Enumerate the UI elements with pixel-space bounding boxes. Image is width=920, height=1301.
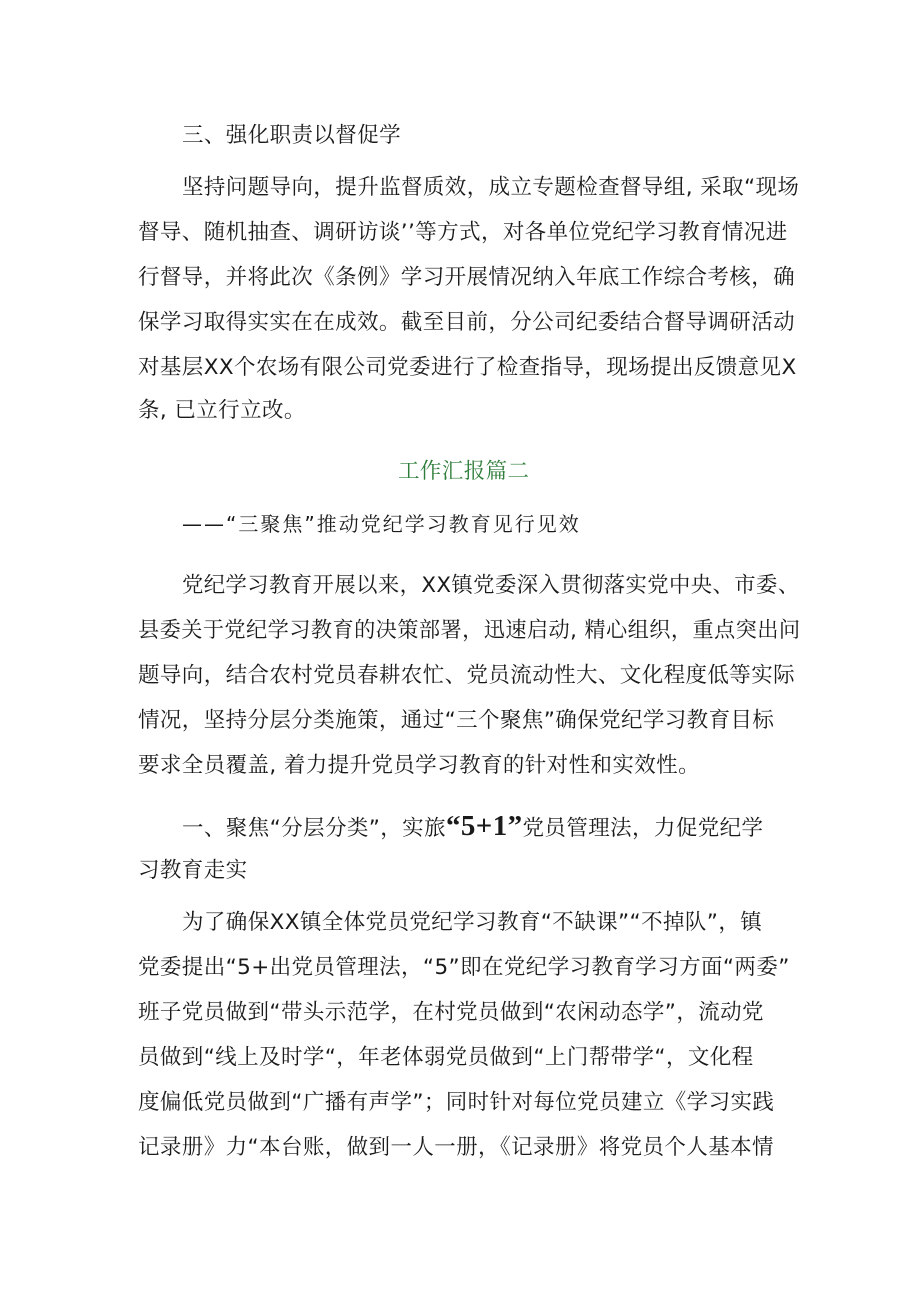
paragraph-line: 对基层XX个农场有限公司党委进行了检查指导，现场提出反馈意见X [138, 355, 797, 380]
point-heading-part: 党员管理法，力促党纪学 [522, 816, 764, 841]
paragraph-line: 度偏低党员做到“广播有声学”；同时针对每位党员建立《学习实践 [138, 1090, 775, 1115]
paragraph-line: 县委关于党纪学习教育的决策部署，迅速启动, 精心组织，重点突出问 [138, 618, 801, 643]
paragraph-line: 坚持问题导向，提升监督质效，成立专题检查督导组, 采取“现场 [182, 175, 800, 200]
paragraph-line: 条, 已立行立改。 [138, 398, 306, 423]
point-heading [182, 812, 763, 843]
paragraph-line: 员做到“线上及时学“，年老体弱党员做到“上门帮带学“，文化程 [138, 1045, 754, 1070]
paragraph-line: 情况，坚持分层分类施策，通过“三个聚焦”确保党纪学习教育目标 [138, 708, 775, 733]
point-heading-continued: 习教育走实 [138, 858, 248, 883]
paragraph-line: 督导、随机抽查、调研访谈’’等方式，对各单位党纪学习教育情况进 [138, 220, 788, 245]
paragraph-line: 班子党员做到“带头示范学，在村党员做到“农闲动态学”，流动党 [138, 1000, 764, 1025]
paragraph-line: 保学习取得实实在在成效。截至目前，分公司纪委结合督导调研活动 [138, 310, 796, 335]
paragraph-line: 行督导，并将此次《条例》学习开展情况纳入年底工作综合考核，确 [138, 265, 796, 290]
point-heading-part: 一、聚焦“分层分类”，实旅 [182, 816, 446, 841]
paragraph-line: 为了确保XX镇全体党员党纪学习教育“不缺课”“不掉队”，镇 [182, 910, 763, 935]
paragraph-line: 记录册》力“本台账，做到一人一册，《记录册》将党员个人基本情 [138, 1135, 774, 1160]
paragraph-line: 题导向，结合农村党员春耕农忙、党员流动性大、文化程度低等实际 [138, 663, 796, 688]
point-heading-number: “5+1” [445, 810, 523, 842]
paragraph-line: 要求全员覆盖, 着力提升党员学习教育的针对性和实效性。 [138, 753, 700, 778]
paragraph-line: 党纪学习教育开展以来，XX镇党委深入贯彻落实党中央、市委、 [182, 573, 800, 598]
report-title: 工作汇报篇二 [398, 459, 530, 484]
section-heading: 三、强化职责以督促学 [182, 123, 402, 148]
paragraph-line: 党委提出“5+出党员管理法，“5”即在党纪学习教育学习方面“两委” [138, 955, 790, 980]
report-subtitle: ——“三聚焦”推动党纪学习教育见行见效 [182, 512, 581, 536]
